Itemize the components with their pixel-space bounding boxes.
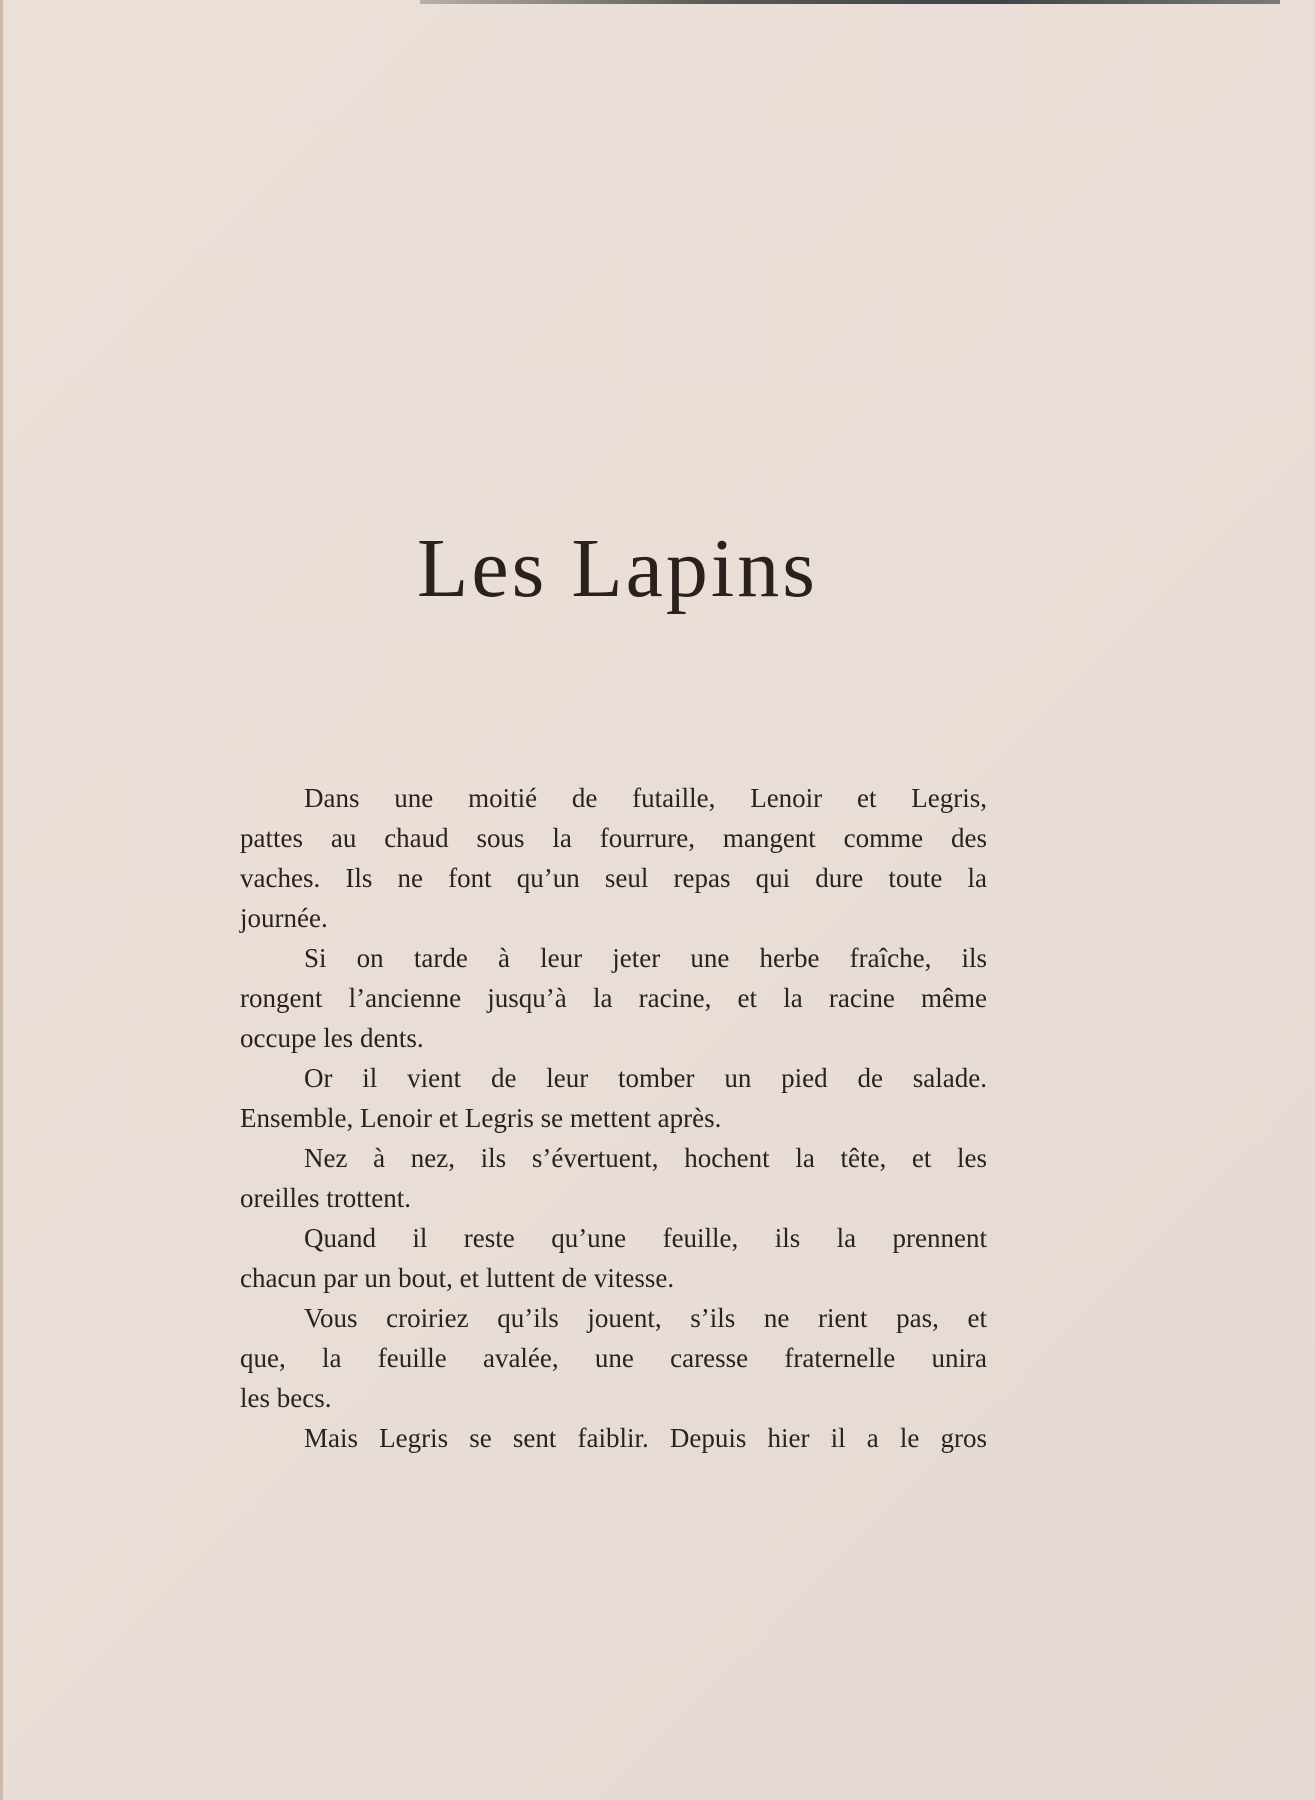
text-line: les becs. (240, 1383, 332, 1413)
text-line: occupe les dents. (240, 1023, 424, 1053)
chapter-title: Les Lapins (417, 522, 818, 615)
text-line: vaches. Ils ne font qu’un seul repas qui dure toute la (240, 863, 987, 893)
text-line: Si on tarde à leur jeter une herbe fraîche, ils (304, 943, 987, 973)
text-line: Vous croiriez qu’ils jouent, s’ils ne rient pas, et (304, 1303, 987, 1333)
body-text (240, 778, 987, 1458)
text-line: Nez à nez, ils s’évertuent, hochent la tête, et les (304, 1143, 987, 1173)
text-line: Ensemble, Lenoir et Legris se mettent après. (240, 1103, 722, 1133)
text-line: Dans une moitié de futaille, Lenoir et Legris, (304, 783, 987, 813)
text-line: journée. (240, 903, 328, 933)
text-line: chacun par un bout, et luttent de vitesse. (240, 1263, 675, 1293)
page-top-edge (420, 0, 1280, 4)
text-line: rongent l’ancienne jusqu’à la racine, et la racine même (240, 983, 987, 1013)
text-line: Quand il reste qu’une feuille, ils la prennent (304, 1223, 987, 1253)
page-left-edge (0, 0, 3, 1800)
text-line: pattes au chaud sous la fourrure, mangent comme des (240, 823, 987, 853)
text-line: que, la feuille avalée, une caresse fraternelle unira (240, 1343, 987, 1373)
text-line: Or il vient de leur tomber un pied de salade. (304, 1063, 987, 1093)
text-line: Mais Legris se sent faiblir. Depuis hier il a le gros (304, 1423, 987, 1453)
text-line: oreilles trottent. (240, 1183, 411, 1213)
